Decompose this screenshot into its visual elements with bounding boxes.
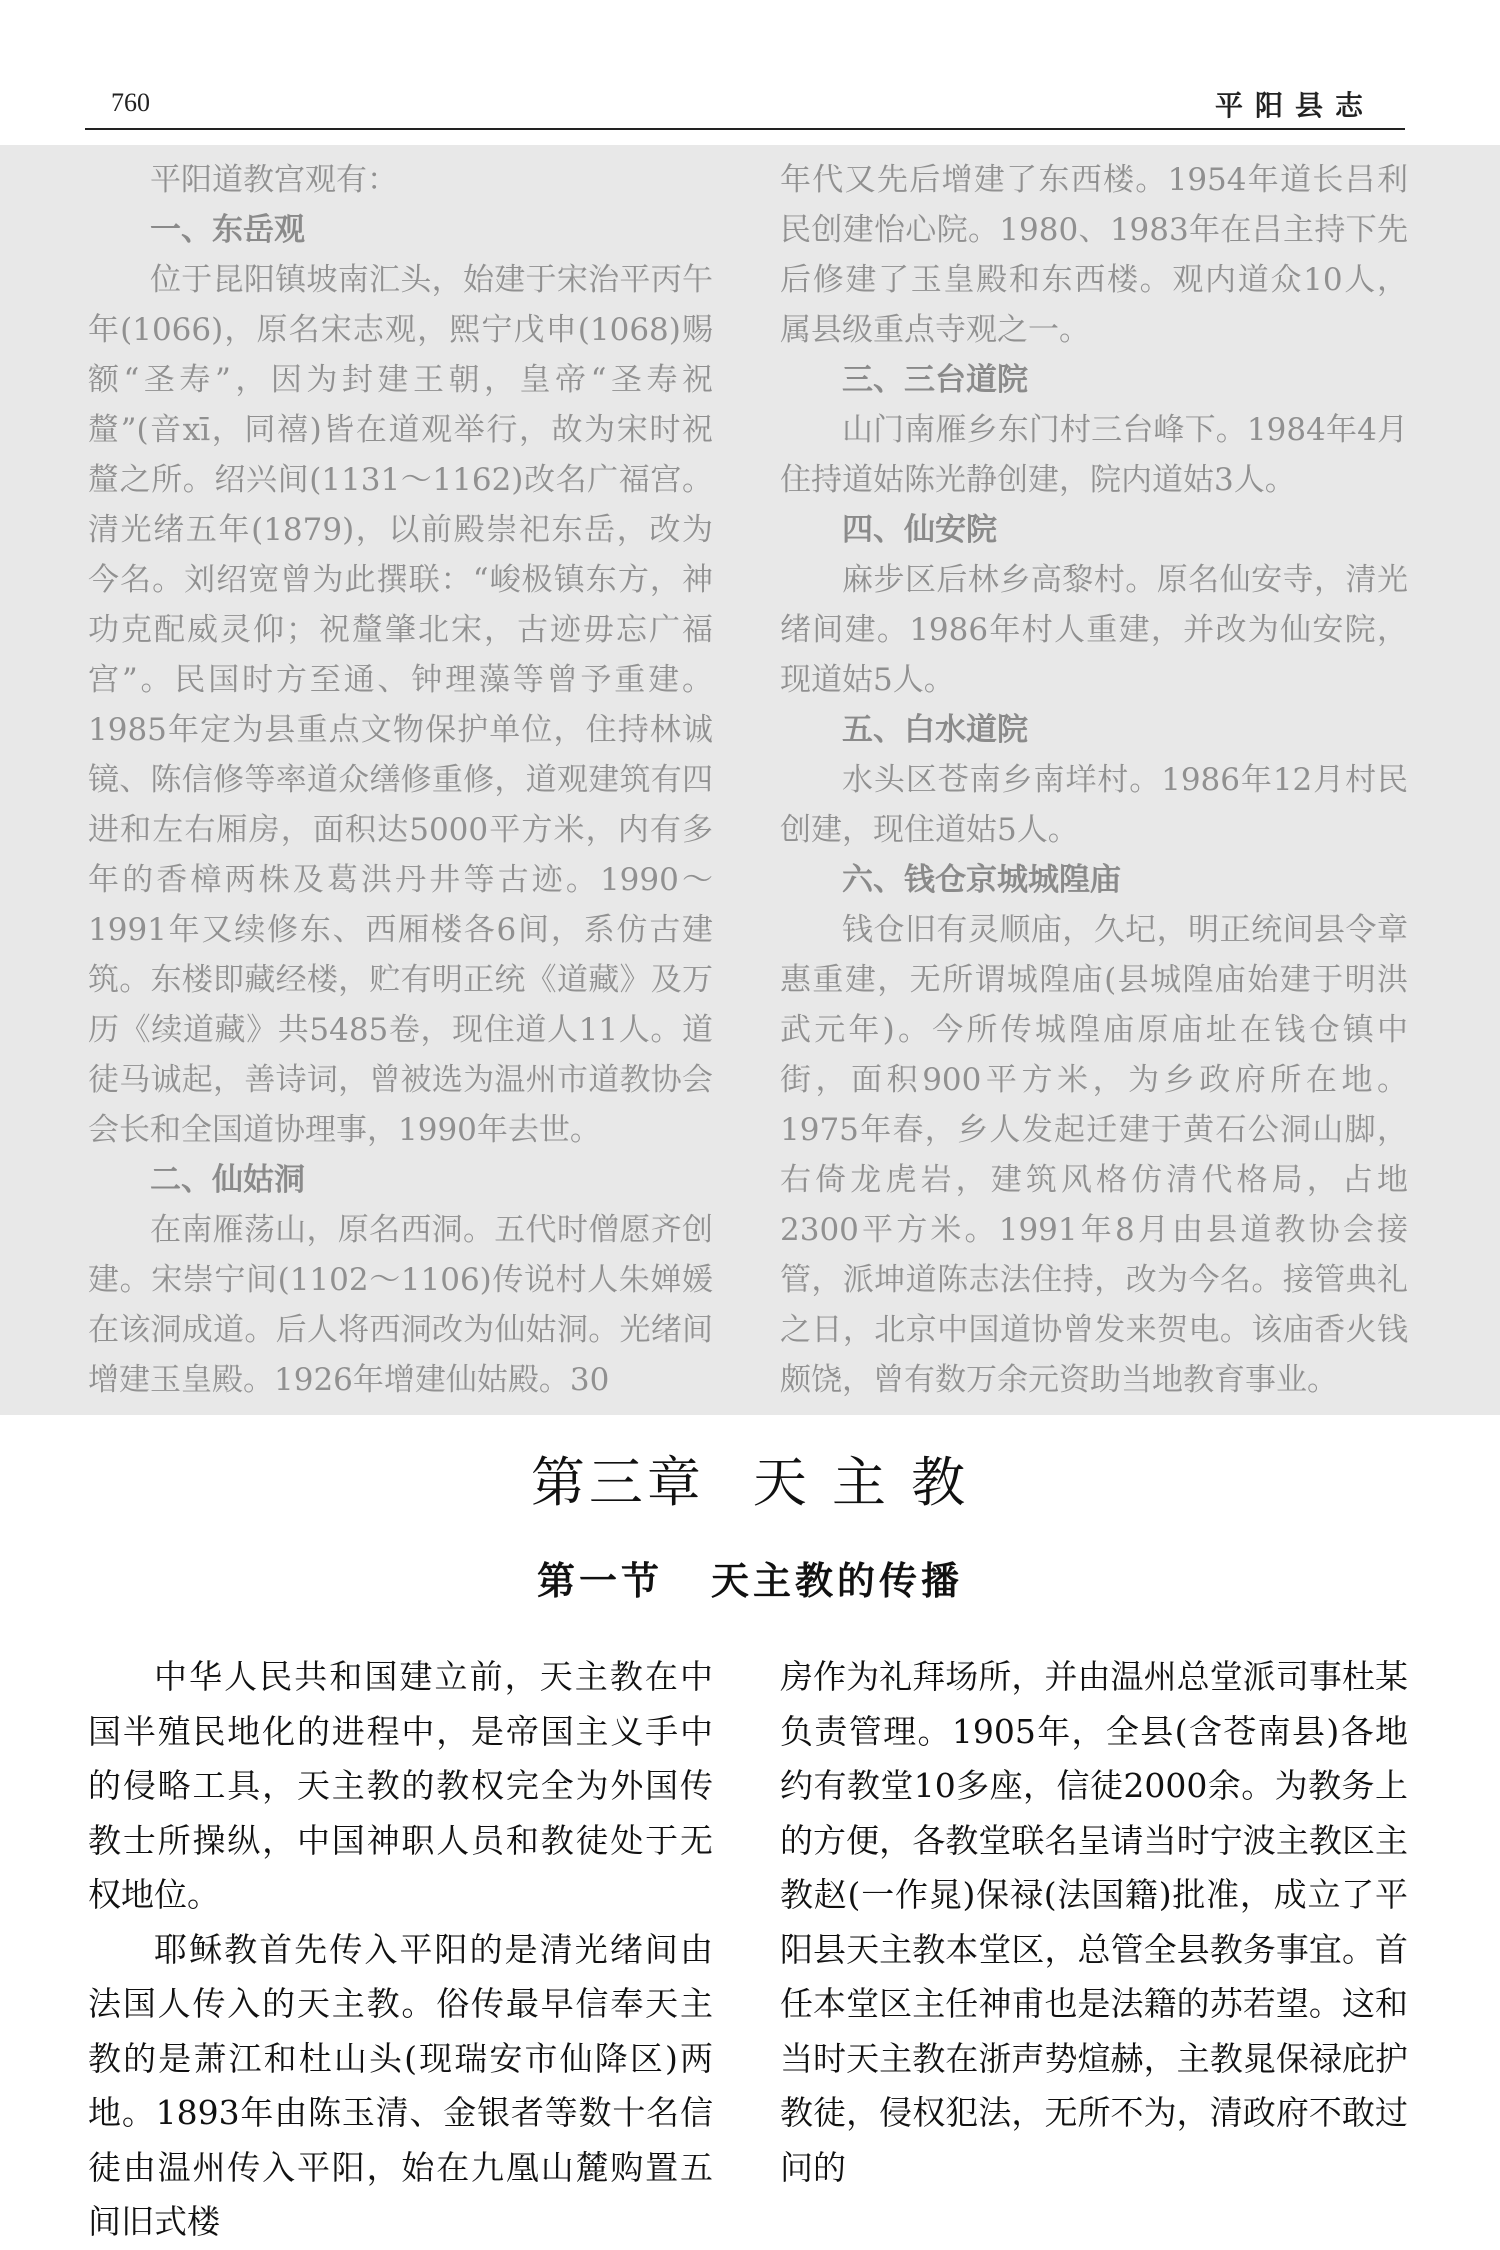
chapter-name: 天 主 教 [752,1451,970,1514]
taoist-intro: 平阳道教宫观有： [150,162,398,198]
catholic-para2-part2: 房作为礼拜场所，并由温州总堂派司事杜某负责管理。1905年，全县(含苍南县)各地约有教堂10多座，信徒2000余。为教务上的方便，各教堂联名呈请当时宁波主教区主教赵(一作晁)保禄(法国籍)批准，成立了平阳县天主教本堂区，总管全县教务事宜。首任本堂区主任神甫也是法籍的苏若望。这和当时天主教在浙声势煊赫，主教晁保禄庇护教徒，侵权犯法，无所不为，清政府不敢过问的 [780,1657,1408,2187]
page-header [85,78,1405,130]
catholic-column-left [88,1650,713,2250]
dongyue-text: 位于昆阳镇坡南汇头，始建于宋治平丙午年(1066)，原名宋志观，熙宁戊申(1068)赐额“圣寿”，因为封建王朝，皇帝“圣寿祝釐”(音xī，同禧)皆在道观举行，故为宋时祝釐之所。绍兴间(1131～1162)改名广福宫。清光绪五年(1879)，以前殿崇祀东岳，改为今名。刘绍宽曾为此撰联：“峻极镇东方，神功克配威灵仰；祝釐肇北宋，古迹毋忘广福宫”。民国时方至通、钟理藻等曾予重建。1985年定为县重点文物保护单位，住持林诚镜、陈信修等率道众缮修重修，道观建筑有四进和左右厢房，面积达5000平方米，内有多年的香樟两株及葛洪丹井等古迹。1990～1991年又续修东、西厢楼各6间，系仿古建筑。东楼即藏经楼，贮有明正统《道藏》及万历《续道藏》共5485卷，现住道人11人。道徒马诚起，善诗词，曾被选为温州市道教协会会长和全国道协理事，1990年去世。 [88,262,713,1148]
xiangu-heading: 二、仙姑洞 [150,1162,305,1198]
xiangu-text-part1: 在南雁荡山，原名西洞。五代时僧愿齐创建。宋崇宁间(1102～1106)传说村人朱婵媛在该洞成道。后人将西洞改为仙姑洞。光绪间增建玉皇殿。1926年增建仙姑殿。30 [88,1212,713,1398]
section-name: 天主教的传播 [711,1558,964,1603]
catholic-column-right [780,1650,1408,2195]
page-number: 760 [111,88,150,117]
dongyue-heading: 一、东岳观 [150,212,305,248]
section-title [0,1550,1500,1605]
qiancang-text: 钱仓旧有灵顺庙，久圮，明正统间县令章惠重建，无所谓城隍庙(县城隍庙始建于明洪武元年)。今所传城隍庙原庙址在钱仓镇中街，面积900平方米，为乡政府所在地。1975年春，乡人发起迁建于黄石公洞山脚，右倚龙虎岩，建筑风格仿清代格局，占地2300平方米。1991年8月由县道教协会接管，派坤道陈志法住持，改为今名。接管典礼之日，北京中国道协曾发来贺电。该庙香火钱颇饶，曾有数万余元资助当地教育事业。 [780,912,1408,1398]
qiancang-heading: 六、钱仓京城城隍庙 [842,862,1121,898]
chapter-label: 第三章 [530,1451,705,1514]
taoist-column-right [780,155,1408,1405]
baishui-text: 水头区苍南乡南垟村。1986年12月村民创建，现住道姑5人。 [780,762,1408,848]
book-title: 平阳县志 [1214,89,1375,122]
xianan-text: 麻步区后林乡高黎村。原名仙安寺，清光绪间建。1986年村人重建，并改为仙安院，现道姑5人。 [780,562,1408,698]
xianan-heading: 四、仙安院 [842,512,997,548]
chapter-title [0,1440,1500,1517]
santai-heading: 三、三台道院 [842,362,1028,398]
taoist-column-left [88,155,713,1405]
catholic-para1: 中华人民共和国建立前，天主教在中国半殖民地化的进程中，是帝国主义手中的侵略工具，天主教的教权完全为外国传教士所操纵，中国神职人员和教徒处于无权地位。 [88,1657,713,1914]
santai-text: 山门南雁乡东门村三台峰下。1984年4月住持道姑陈光静创建，院内道姑3人。 [780,412,1408,498]
section-label: 第一节 [536,1558,663,1603]
xiangu-text-part2: 年代又先后增建了东西楼。1954年道长吕利民创建怡心院。1980、1983年在吕主持下先后修建了玉皇殿和东西楼。观内道众10人，属县级重点寺观之一。 [780,162,1408,348]
baishui-heading: 五、白水道院 [842,712,1028,748]
catholic-para2-part1: 耶稣教首先传入平阳的是清光绪间由法国人传入的天主教。俗传最早信奉天主教的是萧江和杜山头(现瑞安市仙降区)两地。1893年由陈玉清、金银者等数十名信徒由温州传入平阳，始在九凰山麓购置五间旧式楼 [88,1929,713,2241]
